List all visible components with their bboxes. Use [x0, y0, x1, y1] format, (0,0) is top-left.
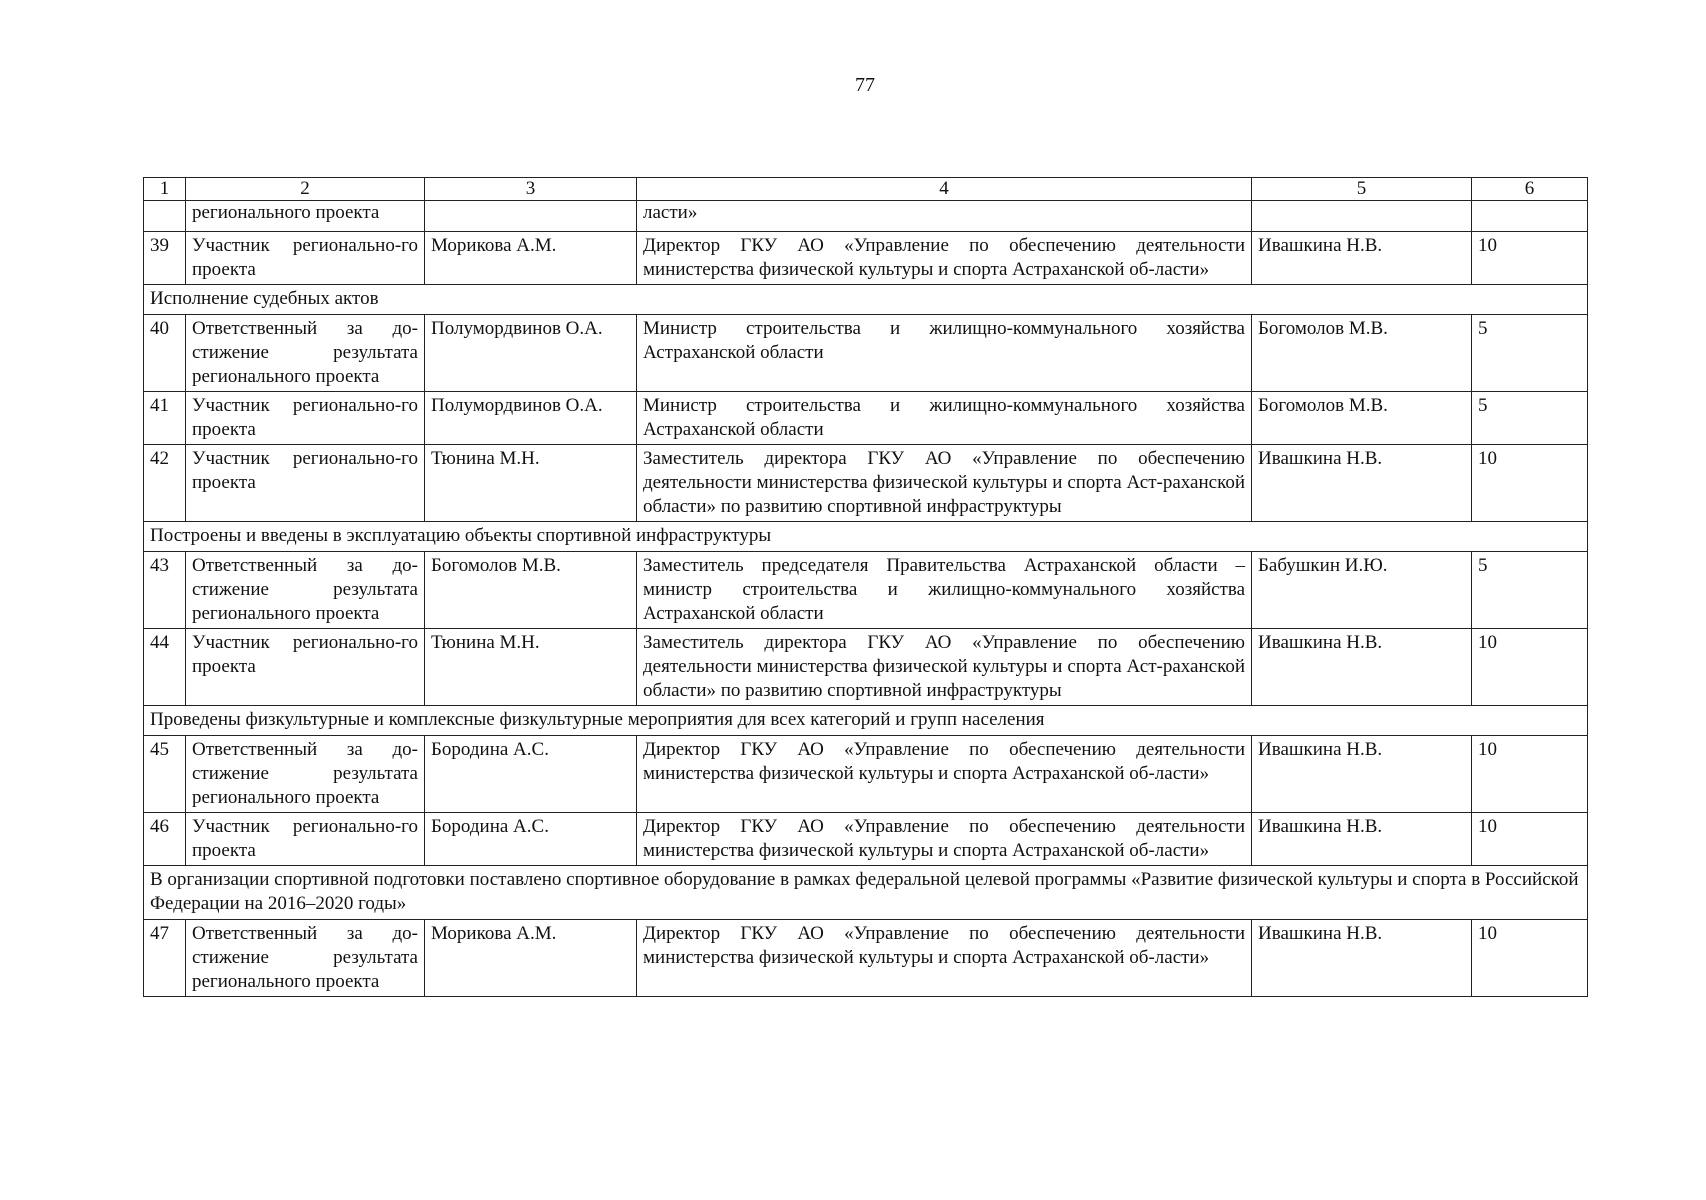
supervisor-cell: Ивашкина Н.В.: [1252, 232, 1472, 285]
person-cell: Тюнина М.Н.: [425, 629, 637, 706]
supervisor-cell: Богомолов М.В.: [1252, 392, 1472, 445]
table-row: [144, 552, 1588, 629]
section-heading: Исполнение судебных актов: [144, 285, 1588, 315]
position-cell: Заместитель директора ГКУ АО «Управление по обеспечению деятельности министерства физической культуры и спорта Аст-раханской области» по развитию спортивной инфраструктуры: [637, 445, 1252, 522]
section-heading: Проведены физкультурные и комплексные физкультурные мероприятия для всех категорий и групп населения: [144, 706, 1588, 736]
column-number-header: 2: [186, 178, 425, 201]
value-cell: 10: [1472, 445, 1588, 522]
row-number-cell: 41: [144, 392, 186, 445]
value-cell: 10: [1472, 736, 1588, 813]
column-number-header: 5: [1252, 178, 1472, 201]
person-cell: Богомолов М.В.: [425, 552, 637, 629]
column-number-header: 1: [144, 178, 186, 201]
person-cell: Тюнина М.Н.: [425, 445, 637, 522]
page-number: 77: [855, 74, 875, 96]
responsibility-table: [143, 177, 1588, 997]
supervisor-cell: Ивашкина Н.В.: [1252, 813, 1472, 866]
role-cell: Участник регионально-го проекта: [186, 445, 425, 522]
row-number-cell: [144, 201, 186, 232]
value-cell: 10: [1472, 629, 1588, 706]
row-number-cell: 43: [144, 552, 186, 629]
value-cell: 10: [1472, 232, 1588, 285]
role-cell: Ответственный за до-стижение результата регионального проекта: [186, 552, 425, 629]
person-cell: Бородина А.С.: [425, 736, 637, 813]
row-number-cell: 40: [144, 315, 186, 392]
table-row: [144, 920, 1588, 997]
role-cell: Ответственный за до-стижение результата регионального проекта: [186, 920, 425, 997]
value-cell: 5: [1472, 392, 1588, 445]
value-cell: 5: [1472, 552, 1588, 629]
row-number-cell: 47: [144, 920, 186, 997]
section-heading: Построены и введены в эксплуатацию объекты спортивной инфраструктуры: [144, 522, 1588, 552]
role-cell: Участник регионально-го проекта: [186, 629, 425, 706]
person-cell: Морикова А.М.: [425, 232, 637, 285]
position-cell: Заместитель председателя Правительства Астраханской области – министр строительства и жилищно-коммунального хозяйства Астраханской области: [637, 552, 1252, 629]
table-row: [144, 736, 1588, 813]
section-heading-row: [144, 866, 1588, 920]
supervisor-cell: Ивашкина Н.В.: [1252, 445, 1472, 522]
value-cell: 10: [1472, 920, 1588, 997]
table-body: [144, 201, 1588, 997]
column-number-header: 4: [637, 178, 1252, 201]
role-cell: Ответственный за до-стижение результата регионального проекта: [186, 736, 425, 813]
supervisor-cell: Бабушкин И.Ю.: [1252, 552, 1472, 629]
position-cell: Директор ГКУ АО «Управление по обеспечению деятельности министерства физической культуры и спорта Астраханской об-ласти»: [637, 232, 1252, 285]
continuation-row: [144, 201, 1588, 232]
row-number-cell: 45: [144, 736, 186, 813]
column-number-header: 3: [425, 178, 637, 201]
position-cell: Министр строительства и жилищно-коммунального хозяйства Астраханской области: [637, 392, 1252, 445]
row-number-cell: 42: [144, 445, 186, 522]
position-cell: Министр строительства и жилищно-коммунального хозяйства Астраханской области: [637, 315, 1252, 392]
supervisor-cell: Ивашкина Н.В.: [1252, 920, 1472, 997]
supervisor-cell: Богомолов М.В.: [1252, 315, 1472, 392]
role-cell: Участник регионально-го проекта: [186, 813, 425, 866]
position-cell: Директор ГКУ АО «Управление по обеспечению деятельности министерства физической культуры и спорта Астраханской об-ласти»: [637, 920, 1252, 997]
section-heading-row: [144, 522, 1588, 552]
person-cell: Полумордвинов О.А.: [425, 392, 637, 445]
row-number-cell: 46: [144, 813, 186, 866]
position-cell: Директор ГКУ АО «Управление по обеспечению деятельности министерства физической культуры и спорта Астраханской об-ласти»: [637, 736, 1252, 813]
person-cell: [425, 201, 637, 232]
position-cell: Директор ГКУ АО «Управление по обеспечению деятельности министерства физической культуры и спорта Астраханской об-ласти»: [637, 813, 1252, 866]
section-heading: В организации спортивной подготовки поставлено спортивное оборудование в рамках федеральной целевой программы «Развитие физической культуры и спорта в Российской Федерации на 2016–2020 годы»: [144, 866, 1588, 920]
role-cell: Участник регионально-го проекта: [186, 392, 425, 445]
value-cell: 5: [1472, 315, 1588, 392]
value-cell: [1472, 201, 1588, 232]
position-cell: Заместитель директора ГКУ АО «Управление по обеспечению деятельности министерства физической культуры и спорта Аст-раханской области» по развитию спортивной инфраструктуры: [637, 629, 1252, 706]
table-row: [144, 813, 1588, 866]
role-cell: регионального проекта: [186, 201, 425, 232]
table-row: [144, 392, 1588, 445]
section-heading-row: [144, 285, 1588, 315]
person-cell: Морикова А.М.: [425, 920, 637, 997]
table-row: [144, 629, 1588, 706]
row-number-cell: 39: [144, 232, 186, 285]
position-cell: ласти»: [637, 201, 1252, 232]
supervisor-cell: Ивашкина Н.В.: [1252, 736, 1472, 813]
role-cell: Участник регионально-го проекта: [186, 232, 425, 285]
person-cell: Полумордвинов О.А.: [425, 315, 637, 392]
row-number-cell: 44: [144, 629, 186, 706]
supervisor-cell: [1252, 201, 1472, 232]
person-cell: Бородина А.С.: [425, 813, 637, 866]
value-cell: 10: [1472, 813, 1588, 866]
table-row: [144, 445, 1588, 522]
table-row: [144, 315, 1588, 392]
column-number-header: 6: [1472, 178, 1588, 201]
section-heading-row: [144, 706, 1588, 736]
role-cell: Ответственный за до-стижение результата регионального проекта: [186, 315, 425, 392]
supervisor-cell: Ивашкина Н.В.: [1252, 629, 1472, 706]
table-row: [144, 232, 1588, 285]
column-number-row: [144, 178, 1588, 201]
